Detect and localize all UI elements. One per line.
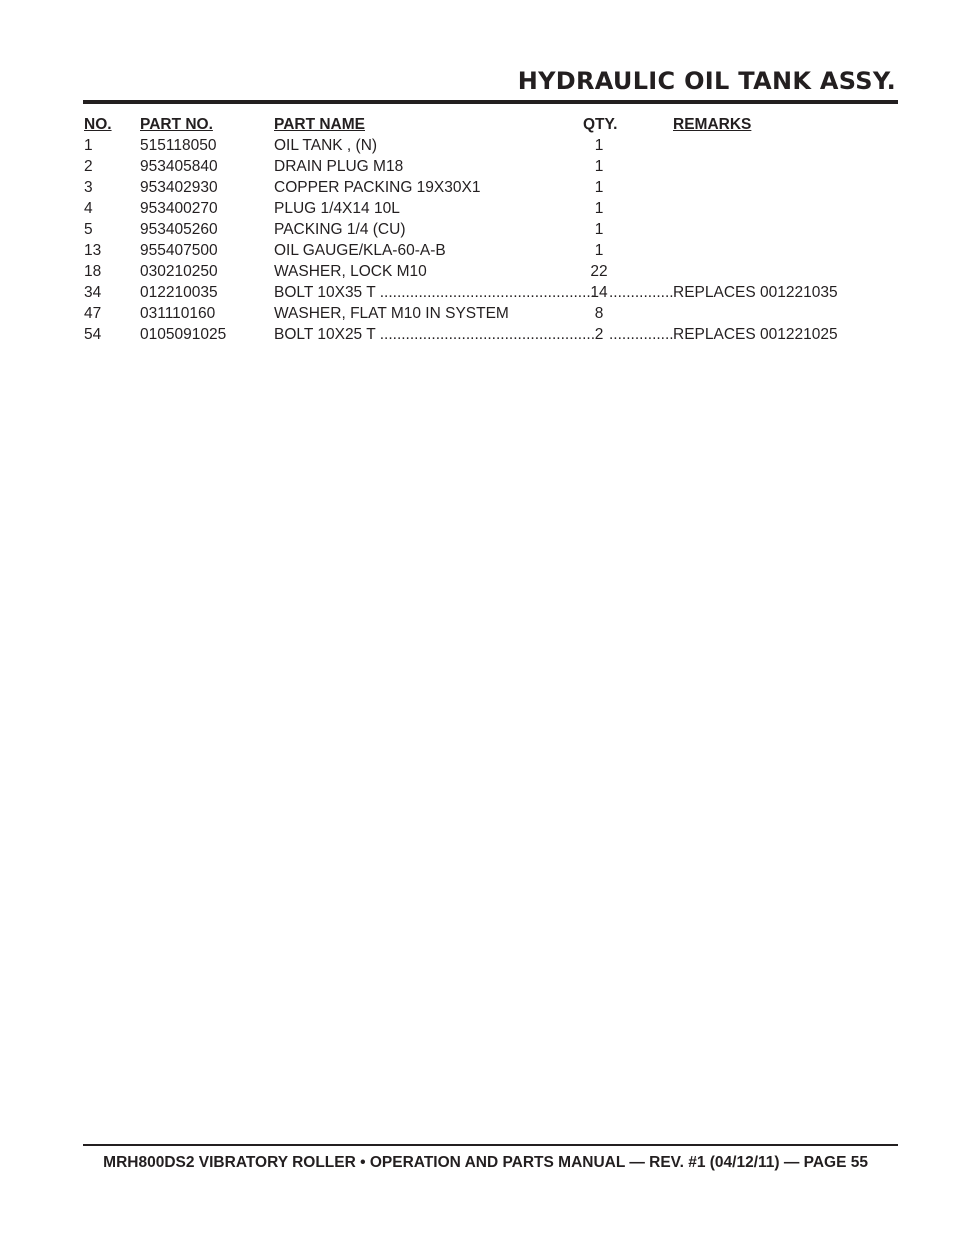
- row-part-name: BOLT 10X25 T .....: [274, 324, 594, 345]
- row-part-no: 012210035: [140, 284, 218, 301]
- row-part-no: 953402930: [140, 179, 218, 196]
- row-qty-text: 14: [590, 284, 608, 301]
- row-qty-text: 1: [594, 158, 604, 175]
- row-part-no: 030210250: [140, 263, 218, 280]
- parts-table: [84, 114, 884, 345]
- page-footer: MRH800DS2 VIBRATORY ROLLER • OPERATION AND PARTS MANUAL — REV. #1 (04/12/11) — PAGE 55: [103, 1154, 868, 1171]
- row-part-name: PLUG 1/4X14 10L: [274, 200, 400, 217]
- row-part-name: WASHER, FLAT M10 IN SYSTEM: [274, 305, 509, 322]
- row-qty: [590, 261, 608, 282]
- table-row: [84, 240, 884, 261]
- row-no: 18: [84, 263, 102, 280]
- title-divider: [83, 100, 898, 104]
- row-no: 47: [84, 305, 102, 322]
- row-part-name: PACKING 1/4 (CU): [274, 221, 406, 238]
- header-part-name: PART NAME: [274, 116, 365, 133]
- row-qty: [594, 219, 604, 240]
- table-row: [84, 324, 884, 345]
- row-part-no: 953405260: [140, 221, 218, 238]
- table-header-row: [84, 114, 884, 135]
- row-part-no: 515118050: [140, 137, 217, 154]
- row-qty: [594, 177, 604, 198]
- remarks-leader-dots: [609, 282, 673, 303]
- table-row: [84, 303, 884, 324]
- table-row: [84, 177, 884, 198]
- row-no: 1: [84, 137, 93, 154]
- header-qty: [583, 114, 617, 135]
- row-part-no: 955407500: [140, 242, 218, 259]
- row-no: 3: [84, 179, 93, 196]
- row-part-no: 953405840: [140, 158, 218, 175]
- row-part-name: COPPER PACKING 19X30X1: [274, 179, 481, 196]
- page-title: HYDRAULIC OIL TANK ASSY.: [517, 67, 896, 95]
- row-no: 34: [84, 284, 102, 301]
- row-part-name: OIL TANK , (N): [274, 137, 378, 154]
- row-remarks: REPLACES 001221035: [673, 284, 838, 301]
- row-qty: [594, 135, 604, 156]
- row-remarks: REPLACES 001221025: [673, 326, 838, 343]
- row-part-name: BOLT 10X35 T .....: [274, 282, 594, 303]
- row-no: 5: [84, 221, 93, 238]
- row-qty-text: 1: [594, 242, 604, 259]
- row-qty-text: 8: [594, 305, 604, 322]
- row-no: 4: [84, 200, 93, 217]
- row-part-name: OIL GAUGE/KLA-60-A-B: [274, 242, 446, 259]
- table-row: [84, 219, 884, 240]
- row-no: 13: [84, 242, 102, 259]
- table-row: [84, 135, 884, 156]
- row-part-no: 953400270: [140, 200, 218, 217]
- row-qty-text: 1: [594, 221, 604, 238]
- header-no: NO.: [84, 116, 112, 133]
- header-part-no: PART NO.: [140, 116, 213, 133]
- row-qty: [594, 198, 604, 219]
- row-qty: [594, 303, 604, 324]
- row-qty: [594, 324, 604, 345]
- row-qty-text: 22: [590, 263, 608, 280]
- remarks-leader-dots: [609, 324, 673, 345]
- row-qty-text: 1: [594, 200, 604, 217]
- row-part-no: 031110160: [140, 305, 216, 322]
- row-qty: [590, 282, 608, 303]
- table-row: [84, 282, 884, 303]
- table-row: [84, 156, 884, 177]
- table-row: [84, 261, 884, 282]
- row-qty: [594, 156, 604, 177]
- row-qty-text: 1: [594, 179, 604, 196]
- row-no: 54: [84, 326, 102, 343]
- header-remarks: REMARKS: [673, 116, 752, 133]
- footer-divider: [83, 1144, 898, 1146]
- row-qty: [594, 240, 604, 261]
- row-part-no: 0105091025: [140, 326, 227, 343]
- row-qty-text: 1: [594, 137, 604, 154]
- row-part-name: WASHER, LOCK M10: [274, 263, 427, 280]
- table-row: [84, 198, 884, 219]
- row-no: 2: [84, 158, 93, 175]
- row-part-name: DRAIN PLUG M18: [274, 158, 404, 175]
- header-qty-text: QTY.: [583, 116, 618, 133]
- row-qty-text: 2: [594, 326, 604, 343]
